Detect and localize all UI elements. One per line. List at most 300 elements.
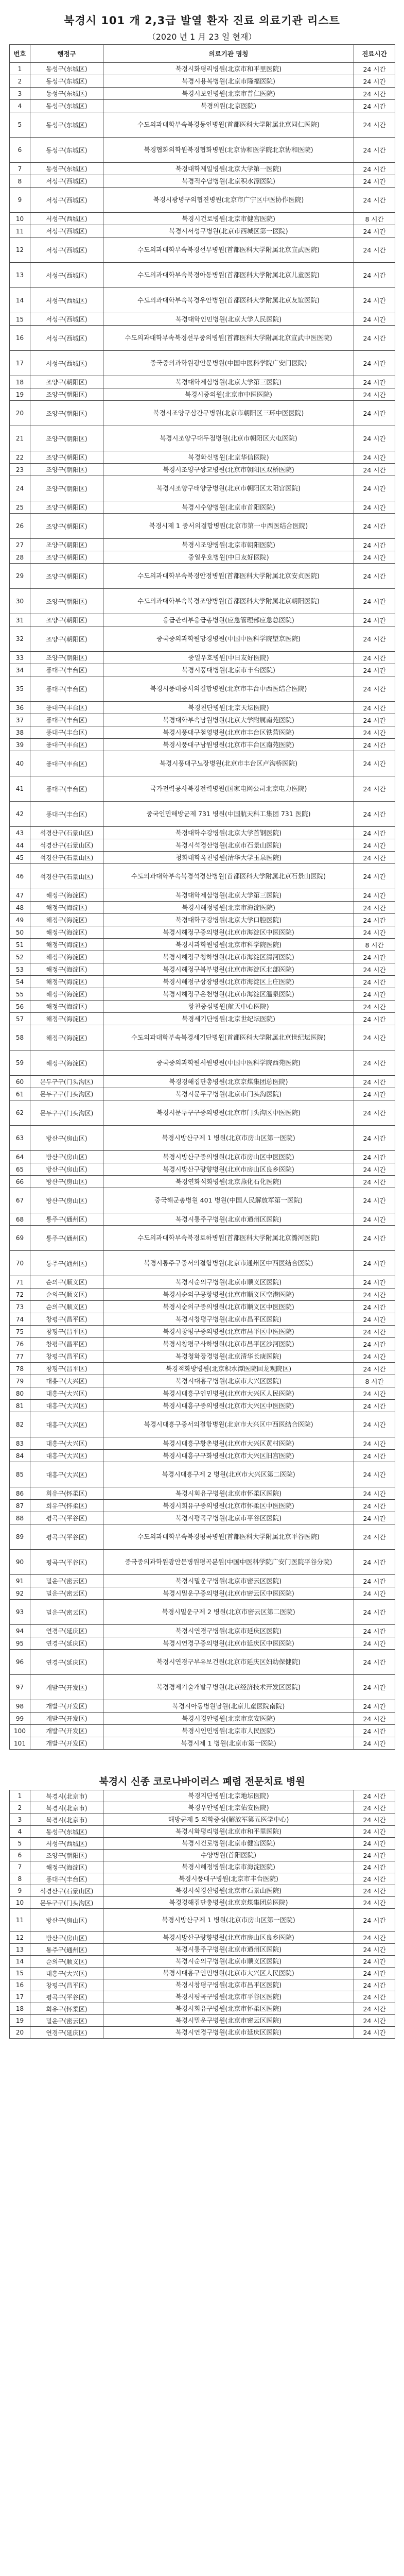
table-row <box>10 1790 395 1802</box>
row-hours: 24 시간 <box>354 827 395 839</box>
row-number: 52 <box>10 951 30 963</box>
row-number: 22 <box>10 451 30 464</box>
row-hours: 24 시간 <box>354 539 395 551</box>
table-row <box>10 626 395 652</box>
row-hospital: 북경시풍대구노장병원(北京市丰台区卢沟桥医院) <box>103 751 354 776</box>
table-row <box>10 676 395 702</box>
table-row <box>10 2003 395 2015</box>
table-row <box>10 551 395 564</box>
header-district: 행정구 <box>30 45 103 63</box>
row-hospital: 북경시풍대구철영병원(北京市丰台区铁营医院) <box>103 726 354 739</box>
row-hospital: 북경시아동병원남원(北京儿童医院南院) <box>103 1700 354 1713</box>
row-hours: 24 시간 <box>354 963 395 976</box>
row-district: 창평구(昌平区) <box>30 1326 103 1338</box>
row-hours: 24 시간 <box>354 88 395 100</box>
table-row <box>10 288 395 313</box>
row-district: 풍대구(丰台区) <box>30 739 103 751</box>
table-row <box>10 539 395 551</box>
row-number: 90 <box>10 1550 30 1575</box>
row-number: 1 <box>10 1790 30 1802</box>
page-title: 북경시 101 개 2,3급 발열 환자 진료 의료기관 리스트 <box>64 14 340 27</box>
row-district: 조양구(朝阳区) <box>30 614 103 626</box>
row-hours: 24 시간 <box>354 1363 395 1375</box>
row-hours: 24 시간 <box>354 1700 395 1713</box>
row-hospital: 북경시광녕구의협진병원(北京市广宁区中医协作医院) <box>103 188 354 213</box>
row-hospital: 북경시대흥구중서의결합병원(北京市大兴区中西医结合医院) <box>103 1412 354 1437</box>
row-hours: 24 시간 <box>354 112 395 138</box>
row-hours: 24 시간 <box>354 1675 395 1700</box>
row-number: 96 <box>10 1650 30 1675</box>
row-number: 15 <box>10 313 30 326</box>
row-hours: 24 시간 <box>354 614 395 626</box>
row-hours: 24 시간 <box>354 1885 395 1897</box>
row-hospital: 수도의과대학부속북경조양병원(首都医科大学附属北京朝阳医院) <box>103 589 354 614</box>
row-district: 해정구(海淀区) <box>30 926 103 939</box>
row-hospital: 북경시창평구병원(北京市昌平区医院) <box>103 1979 354 1991</box>
row-district: 풍대구(丰台区) <box>30 702 103 714</box>
row-number: 4 <box>10 1826 30 1838</box>
table-row <box>10 1450 395 1462</box>
row-hours: 24 시간 <box>354 1850 395 1861</box>
row-district: 개발구(开发区) <box>30 1713 103 1725</box>
row-hours: 24 시간 <box>354 864 395 889</box>
row-hours: 24 시간 <box>354 1450 395 1462</box>
row-number: 92 <box>10 1587 30 1600</box>
row-hospital: 북경시해정구청하병원(北京市海淀区清河医院) <box>103 951 354 963</box>
table-row <box>10 1725 395 1737</box>
row-hours: 24 시간 <box>354 1600 395 1625</box>
table-row <box>10 1861 395 1873</box>
row-district: 동성구(东城区) <box>30 138 103 163</box>
row-district: 풍대구(丰台区) <box>30 776 103 802</box>
row-hours: 8 시간 <box>354 213 395 225</box>
row-hospital: 북경시대흥구병원(北京市大兴区医院) <box>103 1375 354 1387</box>
table-row <box>10 1013 395 1025</box>
row-district: 조양구(朝阳区) <box>30 551 103 564</box>
row-hospital: 북경시해정구상장병원(北京市海淀区上庄医院) <box>103 976 354 988</box>
row-hospital: 북경경해집단총병원(北京京煤集团总医院) <box>103 1897 354 1909</box>
row-hours: 24 시간 <box>354 2003 395 2015</box>
row-hospital: 북경시회유구중의병원(北京市怀柔区中医医院) <box>103 1500 354 1512</box>
row-hours: 24 시간 <box>354 313 395 326</box>
row-hours: 24 시간 <box>354 1575 395 1587</box>
row-district: 창평구(昌平区) <box>30 1313 103 1326</box>
row-hospital: 북경화신병원(北京华信医院) <box>103 451 354 464</box>
table-row <box>10 175 395 188</box>
row-number: 83 <box>10 1437 30 1450</box>
table-row <box>10 88 395 100</box>
row-hospital: 북경시풍대병원(北京市丰台医院) <box>103 664 354 676</box>
row-hours: 24 시간 <box>354 1251 395 1276</box>
row-hours: 24 시간 <box>354 751 395 776</box>
row-number: 63 <box>10 1126 30 1151</box>
row-number: 74 <box>10 1313 30 1326</box>
row-district: 석경산구(石景山区) <box>30 1885 103 1897</box>
row-number: 56 <box>10 1001 30 1013</box>
table-row <box>10 464 395 476</box>
table-row <box>10 1991 395 2003</box>
row-hospital: 북경시해정병원(北京市海淀医院) <box>103 902 354 914</box>
row-number: 17 <box>10 1991 30 2003</box>
row-hours: 24 시간 <box>354 1979 395 1991</box>
row-hospital: 북경대학제삼병원(北京大学第三医院) <box>103 889 354 902</box>
row-hospital: 북경시연경구중의병원(北京市延庆区中医医院) <box>103 1637 354 1650</box>
row-hours: 24 시간 <box>354 476 395 501</box>
row-district: 회유구(怀柔区) <box>30 1500 103 1512</box>
table-row <box>10 1737 395 1750</box>
table-row <box>10 614 395 626</box>
row-number: 12 <box>10 1932 30 1944</box>
table-row <box>10 426 395 451</box>
table-row <box>10 326 395 351</box>
table-row <box>10 652 395 664</box>
table-row <box>10 963 395 976</box>
row-hospital: 북경의원(北京医院) <box>103 100 354 112</box>
row-district: 순의구(顺义区) <box>30 1301 103 1313</box>
row-district: 동성구(东城区) <box>30 100 103 112</box>
row-number: 24 <box>10 476 30 501</box>
row-hours: 24 시간 <box>354 626 395 652</box>
row-district: 대흥구(大兴区) <box>30 1400 103 1412</box>
row-district: 밀운구(密云区) <box>30 1600 103 1625</box>
row-hours: 24 시간 <box>354 988 395 1001</box>
row-hours: 24 시간 <box>354 1387 395 1400</box>
row-hours: 24 시간 <box>354 263 395 288</box>
row-district: 조양구(朝阳区) <box>30 539 103 551</box>
row-hours: 24 시간 <box>354 376 395 388</box>
row-district: 풍대구(丰台区) <box>30 1873 103 1885</box>
row-hospital: 북경시밀운구중의병원(北京市密云区中医医院) <box>103 1587 354 1600</box>
row-district: 대흥구(大兴区) <box>30 1412 103 1437</box>
row-hospital: 북경시조양구대두점병원(北京市朝阳区大屯医院) <box>103 426 354 451</box>
table-row <box>10 225 395 238</box>
row-hospital: 중국중의과학원광안문병원(中国中医科学院广安门医院) <box>103 351 354 376</box>
row-hours: 24 시간 <box>354 2015 395 2027</box>
row-hospital: 북경시순의구병원(北京市顺义区医院) <box>103 1956 354 1968</box>
table-row <box>10 839 395 852</box>
row-district: 북경시(北京市) <box>30 1814 103 1826</box>
row-hours: 24 시간 <box>354 1437 395 1450</box>
table-row <box>10 1650 395 1675</box>
row-district: 회유구(怀柔区) <box>30 1487 103 1500</box>
row-district: 해정구(海淀区) <box>30 976 103 988</box>
row-district: 서성구(西城区) <box>30 351 103 376</box>
table-row <box>10 702 395 714</box>
row-hours: 24 시간 <box>354 288 395 313</box>
row-district: 대흥구(大兴区) <box>30 1437 103 1450</box>
row-number: 45 <box>10 852 30 864</box>
row-hours: 24 시간 <box>354 1637 395 1650</box>
row-hours: 24 시간 <box>354 1289 395 1301</box>
row-number: 72 <box>10 1289 30 1301</box>
row-district: 해정구(海淀区) <box>30 902 103 914</box>
row-hospital: 응급관리부응급총병원(应急管理部应急总医院) <box>103 614 354 626</box>
table-row <box>10 1400 395 1412</box>
row-hours: 24 시간 <box>354 138 395 163</box>
row-hours: 24 시간 <box>354 726 395 739</box>
row-hospital: 북경경해집단총병원(北京京煤集团总医院) <box>103 1076 354 1088</box>
row-number: 11 <box>10 1909 30 1932</box>
row-number: 100 <box>10 1725 30 1737</box>
row-number: 67 <box>10 1188 30 1213</box>
row-hospital: 북경시풍대구병원(北京市丰台医院) <box>103 1873 354 1885</box>
row-number: 84 <box>10 1450 30 1462</box>
row-hours: 24 시간 <box>354 1587 395 1600</box>
row-number: 7 <box>10 1861 30 1873</box>
row-hours: 24 시간 <box>354 976 395 988</box>
row-hours: 24 시간 <box>354 63 395 75</box>
row-hours: 24 시간 <box>354 676 395 702</box>
row-hours: 24 시간 <box>354 589 395 614</box>
table-row <box>10 1176 395 1188</box>
table-row <box>10 939 395 951</box>
row-hospital: 북경연화석화병원(北京燕化石化医院) <box>103 1176 354 1188</box>
row-hospital: 북경시중의원(北京市中医医院) <box>103 388 354 401</box>
row-district: 서성구(西城区) <box>30 213 103 225</box>
row-number: 80 <box>10 1387 30 1400</box>
row-number: 54 <box>10 976 30 988</box>
row-hours: 24 시간 <box>354 401 395 426</box>
row-hospital: 북경시수양병원(北京市首阳医院) <box>103 501 354 514</box>
row-hours: 24 시간 <box>354 163 395 175</box>
row-district: 개발구(开发区) <box>30 1700 103 1713</box>
row-hospital: 수도의과대학부속북경안정병원(首都医科大学附属北京安贞医院) <box>103 564 354 589</box>
row-hospital: 북경시과학원병원(北京市科学院医院) <box>103 939 354 951</box>
row-district: 조양구(朝阳区) <box>30 426 103 451</box>
row-number: 50 <box>10 926 30 939</box>
row-district: 문두구구(门头沟区) <box>30 1088 103 1100</box>
row-district: 대흥구(大兴区) <box>30 1387 103 1400</box>
row-hours: 24 시간 <box>354 1088 395 1100</box>
row-district: 풍대구(丰台区) <box>30 726 103 739</box>
table-row <box>10 1500 395 1512</box>
row-hours: 24 시간 <box>354 839 395 852</box>
row-hours: 24 시간 <box>354 1802 395 1814</box>
row-hours: 24 시간 <box>354 1790 395 1802</box>
row-hospital: 북경시조양구태양궁병원(北京市朝阳区太阳宫医院) <box>103 476 354 501</box>
row-district: 밀운구(密云区) <box>30 2015 103 2027</box>
row-hours: 24 시간 <box>354 1025 395 1050</box>
row-district: 조양구(朝阳区) <box>30 464 103 476</box>
row-number: 9 <box>10 188 30 213</box>
row-number: 70 <box>10 1251 30 1276</box>
table-row <box>10 1412 395 1437</box>
row-hospital: 북경시해정병원(北京市海淀医院) <box>103 1861 354 1873</box>
table-row <box>10 163 395 175</box>
row-hospital: 수도의과대학부속북경우안병원(首都医科大学附属北京友谊医院) <box>103 288 354 313</box>
table-row <box>10 401 395 426</box>
table-row <box>10 1814 395 1826</box>
row-number: 7 <box>10 163 30 175</box>
header-number: 번호 <box>10 45 30 63</box>
row-district: 해정구(海淀区) <box>30 951 103 963</box>
row-number: 39 <box>10 739 30 751</box>
row-district: 동성구(东城区) <box>30 1826 103 1838</box>
row-district: 해정구(海淀区) <box>30 1861 103 1873</box>
table-row <box>10 1713 395 1725</box>
table-row <box>10 138 395 163</box>
row-hospital: 북경시회유구병원(北京市怀柔区医院) <box>103 2003 354 2015</box>
row-hospital: 북경시풍대중서의결합병원(北京市丰台中西医结合医院) <box>103 676 354 702</box>
table-row <box>10 1338 395 1350</box>
table-row <box>10 313 395 326</box>
row-number: 66 <box>10 1176 30 1188</box>
row-hospital: 수양병원(首阳医院) <box>103 1850 354 1861</box>
row-number: 48 <box>10 902 30 914</box>
row-hours: 24 시간 <box>354 1050 395 1076</box>
row-number: 99 <box>10 1713 30 1725</box>
row-district: 평곡구(平谷区) <box>30 1512 103 1524</box>
row-district: 조양구(朝阳区) <box>30 376 103 388</box>
table-row <box>10 1850 395 1861</box>
row-hours: 24 시간 <box>354 926 395 939</box>
row-hospital: 수도의과대학부속북경석경산병원(首都医科大学附属北京石景山医院) <box>103 864 354 889</box>
row-hours: 24 시간 <box>354 1512 395 1524</box>
row-district: 방산구(房山区) <box>30 1188 103 1213</box>
row-number: 46 <box>10 864 30 889</box>
table-row <box>10 2015 395 2027</box>
table-row <box>10 1968 395 1979</box>
table-row <box>10 827 395 839</box>
row-district: 대흥구(大兴区) <box>30 1462 103 1487</box>
table-row <box>10 1188 395 1213</box>
row-number: 77 <box>10 1350 30 1363</box>
row-hospital: 수도의과대학부속북경세기단병원(首都医科大学附属北京世纪坛医院) <box>103 1025 354 1050</box>
row-district: 풍대구(丰台区) <box>30 751 103 776</box>
row-number: 57 <box>10 1013 30 1025</box>
table-row <box>10 1897 395 1909</box>
table-row <box>10 376 395 388</box>
table-row <box>10 100 395 112</box>
row-hours: 24 시간 <box>354 75 395 88</box>
row-number: 55 <box>10 988 30 1001</box>
row-number: 3 <box>10 1814 30 1826</box>
row-district: 회유구(怀柔区) <box>30 2003 103 2015</box>
row-hours: 24 시간 <box>354 1350 395 1363</box>
row-hours: 24 시간 <box>354 1163 395 1176</box>
row-district: 풍대구(丰台区) <box>30 802 103 827</box>
row-hours: 24 시간 <box>354 1151 395 1163</box>
row-hospital: 북경대학부속남원병원(北京大学附属南苑医院) <box>103 714 354 726</box>
row-number: 94 <box>10 1625 30 1637</box>
row-district: 창평구(昌平区) <box>30 1363 103 1375</box>
row-district: 서성구(西城区) <box>30 175 103 188</box>
table-row <box>10 238 395 263</box>
row-hours: 24 시간 <box>354 238 395 263</box>
row-district: 해정구(海淀区) <box>30 988 103 1001</box>
row-number: 86 <box>10 1487 30 1500</box>
row-district: 개발구(开发区) <box>30 1737 103 1750</box>
designated-hospital-table <box>9 1790 395 2039</box>
row-hospital: 북경시방산구중의병원(北京市房山区中医医院) <box>103 1151 354 1163</box>
table-row <box>10 1587 395 1600</box>
row-hours: 24 시간 <box>354 951 395 963</box>
row-hospital: 해방군제 5 의학중심(解放军第五医学中心) <box>103 1814 354 1826</box>
row-hours: 24 시간 <box>354 1326 395 1338</box>
table-row <box>10 864 395 889</box>
row-hours: 24 시간 <box>354 702 395 714</box>
row-hours: 24 시간 <box>354 188 395 213</box>
row-district: 창평구(昌平区) <box>30 1338 103 1350</box>
row-hours: 24 시간 <box>354 451 395 464</box>
row-district: 개발구(开发区) <box>30 1725 103 1737</box>
row-hospital: 중국중의과학원광안문병원평곡분원(中国中医科学院广安门医院平谷分院) <box>103 1550 354 1575</box>
row-number: 35 <box>10 676 30 702</box>
row-district: 방산구(房山区) <box>30 1909 103 1932</box>
row-hours: 24 시간 <box>354 1944 395 1956</box>
row-hours: 24 시간 <box>354 1013 395 1025</box>
row-district: 평곡구(平谷区) <box>30 1550 103 1575</box>
table-row <box>10 1301 395 1313</box>
row-district: 문두구구(门头沟区) <box>30 1897 103 1909</box>
row-hours: 24 시간 <box>354 1462 395 1487</box>
table-row <box>10 1163 395 1176</box>
row-number: 19 <box>10 388 30 401</box>
row-district: 연경구(延庆区) <box>30 1650 103 1675</box>
table-row <box>10 1637 395 1650</box>
row-number: 85 <box>10 1462 30 1487</box>
row-hospital: 북경대학인민병원(北京大学人民医院) <box>103 313 354 326</box>
row-number: 79 <box>10 1375 30 1387</box>
row-number: 87 <box>10 1500 30 1512</box>
row-number: 32 <box>10 626 30 652</box>
row-hospital: 북경시통주구병원(北京市通州区医院) <box>103 1944 354 1956</box>
row-district: 조양구(朝阳区) <box>30 476 103 501</box>
row-hours: 24 시간 <box>354 326 395 351</box>
table-row <box>10 388 395 401</box>
row-district: 방산구(房山区) <box>30 1932 103 1944</box>
row-hours: 24 시간 <box>354 551 395 564</box>
row-number: 37 <box>10 714 30 726</box>
row-hours: 24 시간 <box>354 1550 395 1575</box>
row-district: 북경시(北京市) <box>30 1790 103 1802</box>
table-row <box>10 1313 395 1326</box>
row-hours: 24 시간 <box>354 1838 395 1850</box>
table-row <box>10 1276 395 1289</box>
row-hours: 8 시간 <box>354 939 395 951</box>
row-district: 동성구(东城区) <box>30 88 103 100</box>
table-row <box>10 1088 395 1100</box>
row-hours: 24 시간 <box>354 1301 395 1313</box>
row-hospital: 북경시문두구구중의병원(北京市门头沟区中医医院) <box>103 1100 354 1126</box>
table-row <box>10 1437 395 1450</box>
row-number: 95 <box>10 1637 30 1650</box>
row-hospital: 북경시석경산병원(北京市石景山医院) <box>103 839 354 852</box>
table-row <box>10 751 395 776</box>
row-district: 통주구(通州区) <box>30 1944 103 1956</box>
row-hours: 24 시간 <box>354 1873 395 1885</box>
row-number: 101 <box>10 1737 30 1750</box>
row-number: 27 <box>10 539 30 551</box>
row-hospital: 북경시밀운구병원(北京市密云区医院) <box>103 1575 354 1587</box>
row-hours: 24 시간 <box>354 1487 395 1500</box>
row-district: 연경구(延庆区) <box>30 1625 103 1637</box>
row-hospital: 북경시순의구공항병원(北京市顺义区空港医院) <box>103 1289 354 1301</box>
row-district: 문두구구(门头沟区) <box>30 1076 103 1088</box>
row-number: 38 <box>10 726 30 739</box>
row-number: 75 <box>10 1326 30 1338</box>
row-number: 26 <box>10 514 30 539</box>
row-district: 대흥구(大兴区) <box>30 1375 103 1387</box>
row-hours: 24 시간 <box>354 1213 395 1226</box>
row-number: 44 <box>10 839 30 852</box>
row-hours: 24 시간 <box>354 1861 395 1873</box>
row-district: 창평구(昌平区) <box>30 1979 103 1991</box>
row-district: 방산구(房山区) <box>30 1126 103 1151</box>
row-number: 15 <box>10 1968 30 1979</box>
table-row <box>10 1001 395 1013</box>
table-row <box>10 1251 395 1276</box>
